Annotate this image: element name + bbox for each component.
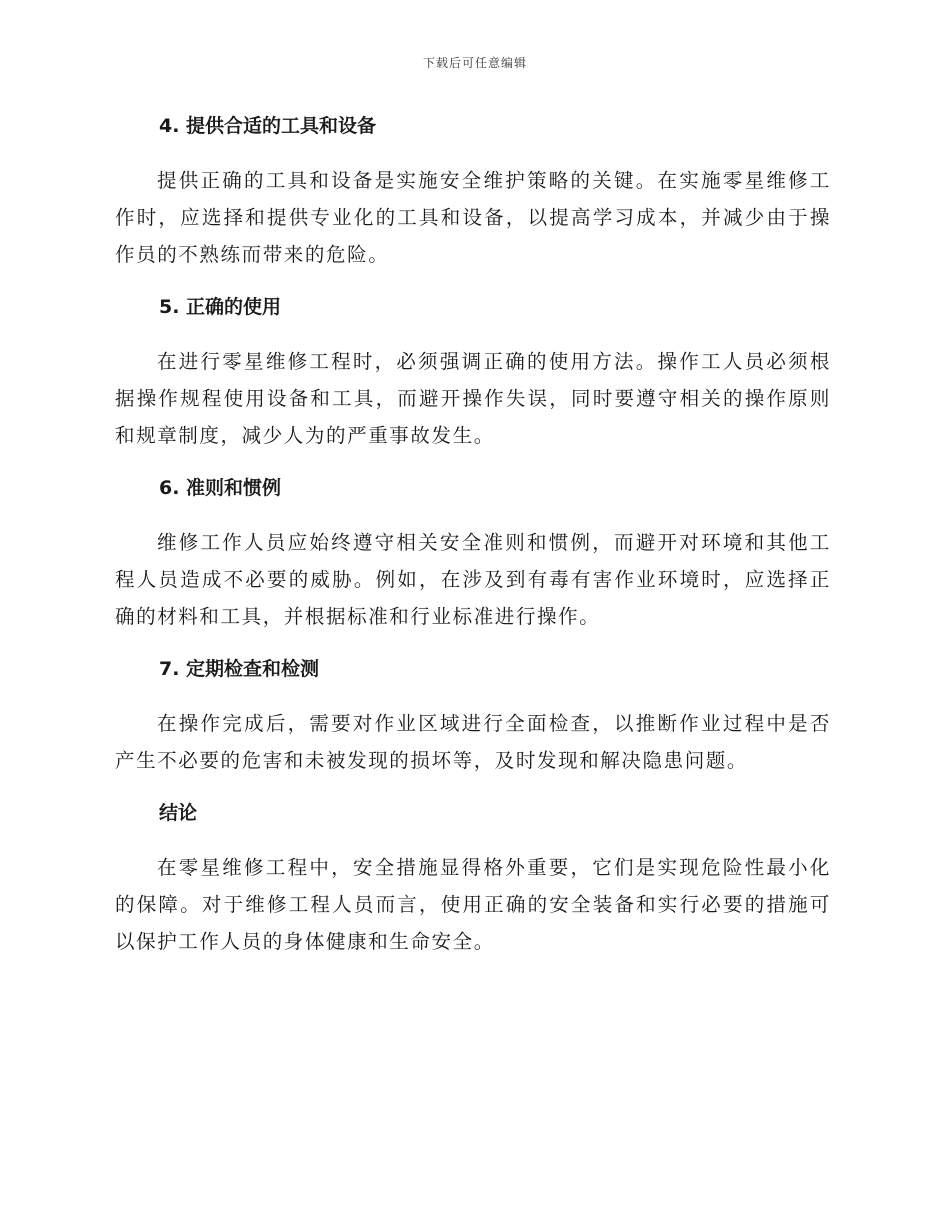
section-paragraph: 在进行零星维修工程时，必须强调正确的使用方法。操作工人员必须根据操作规程使用设备和工具，而避开操作失误，同时要遵守相关的操作原则和规章制度，减少人为的严重事故发生。 bbox=[115, 350, 831, 447]
section-heading: 6. 准则和惯例 bbox=[159, 477, 282, 499]
section-rules bbox=[115, 470, 831, 635]
section-paragraph: 提供正确的工具和设备是实施安全维护策略的关键。在实施零星维修工作时，应选择和提供专业化的工具和设备，以提高学习成本，并减少由于操作员的不熟练而带来的危险。 bbox=[115, 169, 831, 266]
section-paragraph: 维修工作人员应始终遵守相关安全准则和惯例，而避开对环境和其他工程人员造成不必要的威胁。例如，在涉及到有毒有害作业环境时，应选择正确的材料和工具，并根据标准和行业标准进行操作。 bbox=[115, 531, 831, 628]
section-heading: 7. 定期检查和检测 bbox=[159, 658, 320, 680]
section-correct-use bbox=[115, 289, 831, 454]
section-heading: 结论 bbox=[159, 802, 198, 824]
section-heading: 5. 正确的使用 bbox=[159, 296, 282, 318]
header-note: 下载后可任意编辑 bbox=[422, 56, 527, 70]
section-conclusion bbox=[115, 795, 831, 960]
section-paragraph: 在零星维修工程中，安全措施显得格外重要，它们是实现危险性最小化的保障。对于维修工程人员而言，使用正确的安全装备和实行必要的措施可以保护工作人员的身体健康和生命安全。 bbox=[115, 856, 831, 953]
section-inspection bbox=[115, 651, 831, 779]
document-body bbox=[115, 108, 831, 976]
section-tools bbox=[115, 108, 831, 273]
section-paragraph: 在操作完成后，需要对作业区域进行全面检查，以推断作业过程中是否产生不必要的危害和未被发现的损坏等，及时发现和解决隐患问题。 bbox=[115, 712, 831, 772]
section-heading: 4. 提供合适的工具和设备 bbox=[159, 115, 377, 137]
